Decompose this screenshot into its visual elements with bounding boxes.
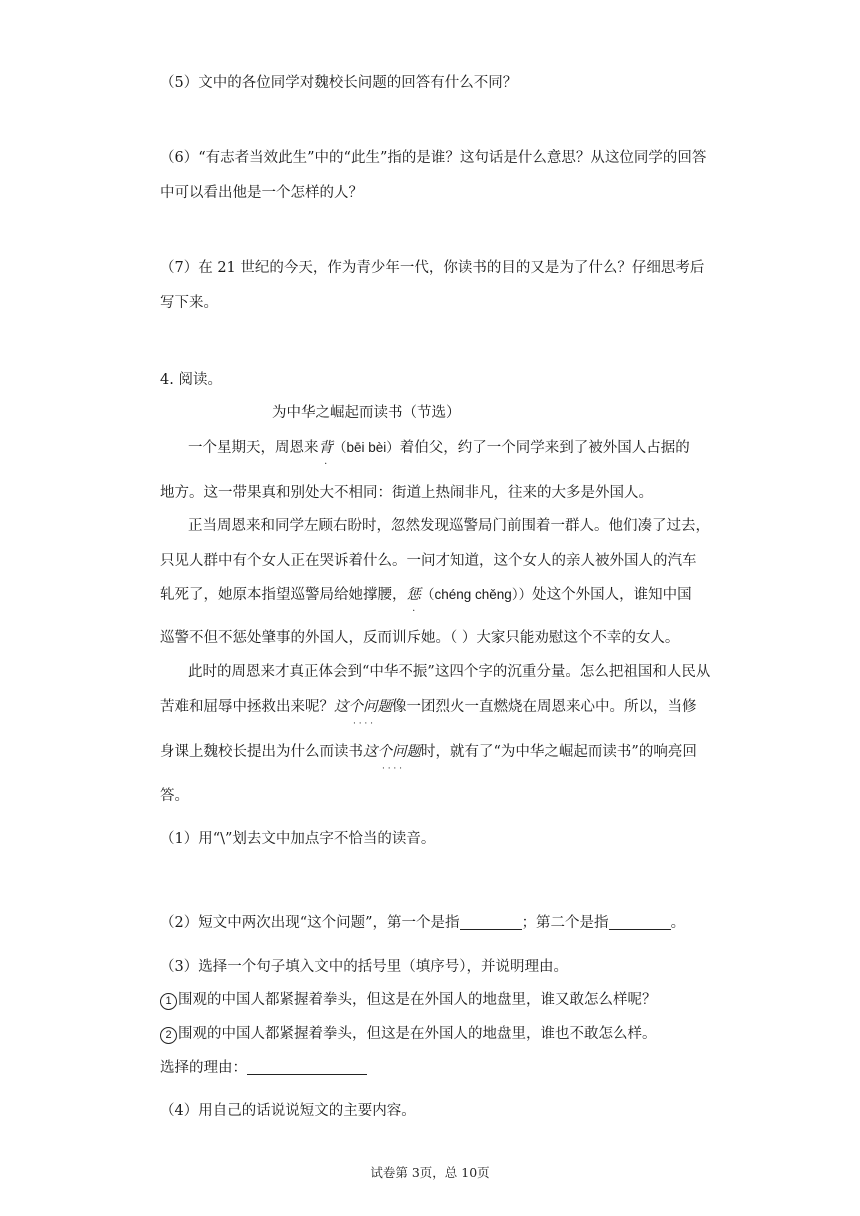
passage-p3-line-4: 答。	[160, 788, 189, 804]
question-6-line-1: （6）“有志者当效此生”中的“此生”指的是谁？这句话是什么意思？从这位同学的回答	[160, 150, 707, 166]
passage-p2-line-2: 只见人群中有个女人正在哭诉着什么。一问才知道，这个女人的亲人被外国人的汽车	[160, 553, 697, 569]
passage-p2-line-1: 正当周恩来和同学左顾右盼时，忽然发现巡警局门前围着一群人。他们凑了过去，	[188, 518, 710, 534]
reason-line: 选择的理由：	[160, 1058, 367, 1078]
passage-p3-line-1: 此时的周恩来才真正体会到“中华不振”这四个字的沉重分量。怎么把祖国和人民从	[188, 664, 711, 680]
emphasized-phrase-2: 这个问题 · · · ·	[363, 742, 421, 762]
reason-answer-blank[interactable]	[247, 1058, 367, 1075]
question-5: （5）文中的各位同学对魏校长问题的回答有什么不同？	[160, 75, 518, 91]
passage-title: 为中华之崛起而读书（节选）	[272, 405, 461, 421]
question-6-line-2: 中可以看出他是一个怎样的人？	[160, 185, 363, 201]
pinyin-cheng: （chéng chěng））	[421, 587, 533, 602]
section-heading: 4. 阅读。	[160, 372, 222, 388]
passage-p2-line-3: 轧死了，她原本指望巡警局给她撑腰，惩（chéng chěng））处这个外国人，谁知中国	[160, 587, 692, 603]
option-2: 2 围观的中国人都紧握着拳头，但这是在外国人的地盘里，谁也不敢怎么样。	[160, 1024, 657, 1044]
passage-p1-line-1: 一个星期天，周恩来背（bēi bèi）着伯父，约了一个同学来到了被外国人占据的	[188, 440, 690, 456]
answer-blank-2[interactable]	[609, 913, 671, 930]
passage-p1-line-2: 地方。这一带果真和别处大不相同：街道上热闹非凡，往来的大多是外国人。	[160, 485, 653, 501]
dotted-char-cheng: 惩	[406, 587, 421, 603]
circled-number-1: 1	[160, 993, 177, 1010]
emphasized-phrase-1: 这个问题 · · · ·	[334, 697, 392, 717]
pinyin-bei: （bēi bèi）	[333, 440, 400, 455]
question-7-line-2: 写下来。	[160, 295, 218, 311]
sub-question-1: （1）用“\”划去文中加点字不恰当的读音。	[160, 831, 436, 847]
passage-p3-line-2: 苦难和屈辱中拯救出来呢？这个问题 · · · ·像一团烈火一直燃烧在周恩来心中。所以，当修	[160, 697, 697, 717]
page-footer: 试卷第 3页，总 10页	[370, 1165, 490, 1180]
question-7-line-1: （7）在 21 世纪的今天，作为青少年一代，你读书的目的又是为了什么？仔细思考后	[160, 260, 705, 276]
passage-p3-line-3: 身课上魏校长提出为什么而读书这个问题 · · · ·时，就有了“为中华之崛起而读书”的响亮回	[160, 742, 697, 762]
sub-question-4: （4）用自己的话说说短文的主要内容。	[160, 1103, 416, 1119]
option-1: 1 围观的中国人都紧握着拳头，但这是在外国人的地盘里，谁又敢怎么样呢？	[160, 990, 657, 1010]
sub-question-3: （3）选择一个句子填入文中的括号里（填序号），并说明理由。	[160, 959, 568, 975]
dotted-char-bei: 背	[318, 440, 333, 456]
sub-question-2: （2）短文中两次出现“这个问题”，第一个是指 ；第二个是指 。	[160, 915, 686, 931]
answer-blank-1[interactable]	[460, 913, 522, 930]
passage-p2-line-4: 巡警不但不惩处肇事的外国人，反而训斥她。（ ）大家只能劝慰这个不幸的女人。	[160, 630, 680, 646]
circled-number-2: 2	[160, 1027, 177, 1044]
